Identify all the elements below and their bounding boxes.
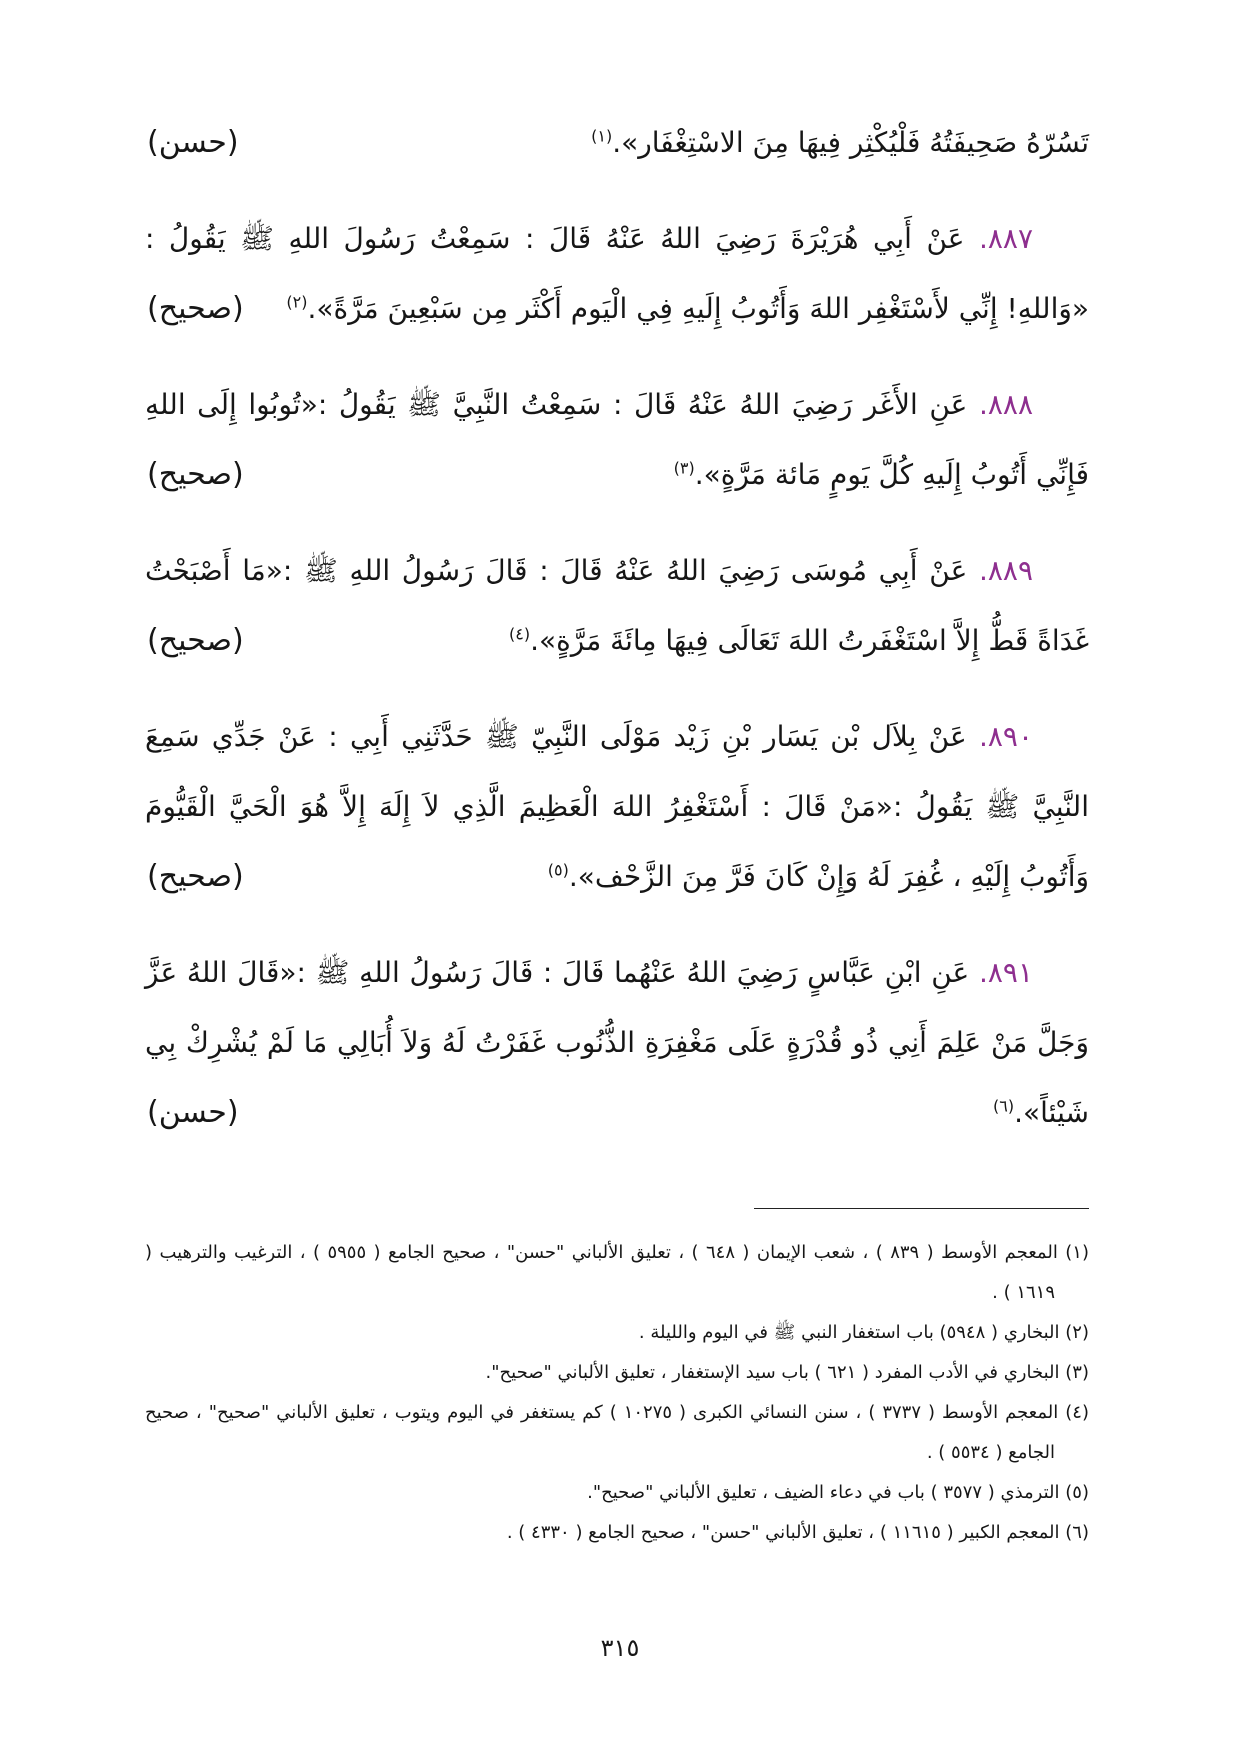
footnote-list [145,1233,1089,1553]
page-number: ٣١٥ [600,1634,640,1662]
footnote-ref: (٣) [673,458,695,478]
footnote-text: المعجم الكبير ( ١١٦١٥ ) ، تعليق الألباني "حسن" ، صحيح الجامع ( ٤٣٣٠ ) . [506,1522,1060,1543]
hadith-text: عَنْ أَبِي مُوسَى رَضِيَ اللهُ عَنْهُ قَالَ : قَالَ رَسُولُ اللهِ ﷺ :«مَا أَصْبَحْتُ غَدَاةً قَطُّ إِلاَّ اسْتَغْفَرتُ اللهَ تَعَالَى فِيهَا مِائَةَ مَرَّةٍ». [145,554,1089,657]
footnote-text: المعجم الأوسط ( ٣٧٣٧ ) ، سنن النسائي الكبرى ( ١٠٢٧٥ ) كم يستغفر في اليوم ويتوب ، تعليق الألباني "صحيح" ، صحيح الجامع ( ٥٥٣٤ ) . [145,1402,1059,1463]
hadith-890 [145,702,1089,912]
footnote-ref: (٢) [286,292,308,312]
hadith-number: ٨٩٠. [978,720,1033,753]
hadith-number: ٨٩١. [978,956,1033,989]
hadith-number: ٨٨٩. [978,554,1033,587]
hadith-number: ٨٨٨. [978,388,1034,421]
hadith-891 [145,938,1089,1148]
grade-label: (صحيح) [147,623,244,658]
continuation-paragraph [145,108,1089,178]
footnote-marker: (٣) [1065,1362,1089,1383]
hadith-889 [145,536,1089,676]
footnote-item [145,1353,1089,1393]
hadith-number: ٨٨٧. [978,222,1033,255]
page-body [145,108,1089,1553]
grade-label: (صحيح) [147,859,244,894]
footnote-marker: (٤) [1065,1402,1089,1423]
grade-label: (صحيح) [147,457,244,492]
grade-label: (حسن) [147,125,239,160]
footnote-ref: (١) [591,126,613,146]
hadith-887 [145,204,1089,344]
footnote-ref: (٥) [547,860,569,880]
footnote-text: المعجم الأوسط ( ٨٣٩ ) ، شعب الإيمان ( ٦٤٨ ) ، تعليق الألباني "حسن" ، صحيح الجامع ( ٥٩٥٥ ) ، الترغيب والترهيب ( ١٦١٩ ) . [145,1242,1058,1303]
footnote-marker: (٥) [1065,1482,1089,1503]
footnote-item [145,1233,1089,1313]
footnote-item [145,1513,1089,1553]
grade-label: (حسن) [147,1095,239,1130]
footnote-marker: (٦) [1065,1522,1089,1543]
hadith-text: عَنْ بِلاَل بْن يَسَار بْنِ زَيْد مَوْلَى النَّبِيّ ﷺ حَدَّثَنِي أَبِي : عَنْ جَدِّي سَمِعَ النَّبِيَّ ﷺ يَقُولُ :«مَنْ قَالَ : أَسْتَغْفِرُ اللهَ الْعَظِيمَ الَّذِي لاَ إِلَهَ إِلاَّ هُوَ الْحَيَّ الْقَيُّومَ وَأَتُوبُ إِلَيْهِ ، غُفِرَ لَهُ وَإِنْ كَانَ فَرَّ مِنَ الزَّحْف». [145,720,1089,893]
footnote-marker: (١) [1065,1242,1089,1263]
footnote-item [145,1393,1089,1473]
hadith-text: عَنْ أَبِي هُرَيْرَةَ رَضِيَ اللهُ عَنْهُ قَالَ : سَمِعْتُ رَسُولَ اللهِ ﷺ يَقُولُ : «وَاللهِ! إِنِّي لأَسْتَغْفِر اللهَ وَأَتُوبُ إِلَيهِ فِي الْيَوم أَكْثَر مِن سَبْعِينَ مَرَّةً». [145,222,1089,325]
footnote-ref: (٤) [508,624,531,644]
footnote-text: البخاري في الأدب المفرد ( ٦٢١ ) باب سيد الإستغفار ، تعليق الألباني "صحيح". [485,1362,1060,1383]
hadith-text: عَنِ ابْنِ عَبَّاسٍ رَضِيَ اللهُ عَنْهُما قَالَ : قَالَ رَسُولُ اللهِ ﷺ :«قَالَ اللهُ عَزَّ وَجَلَّ مَنْ عَلِمَ أَنِي ذُو قُدْرَةٍ عَلَى مَغْفِرَةِ الذُّنُوب غَفَرْتُ لَهُ وَلاَ أُبَالِي مَا لَمْ يُشْرِكْ بِي شَيْئاً». [145,956,1089,1129]
footnote-item [145,1313,1089,1353]
footnote-ref: (٦) [992,1096,1015,1116]
footnote-separator [754,1208,1089,1209]
footnote-text: الترمذي ( ٣٥٧٧ ) باب في دعاء الضيف ، تعليق الألباني "صحيح". [587,1482,1060,1503]
hadith-text: عَنِ الأَغَر رَضِيَ اللهُ عَنْهُ قَالَ : سَمِعْتُ النَّبِيَّ ﷺ يَقُولُ :«تُوبُوا إِلَى اللهِ فَإِنِّي أَتُوبُ إِلَيهِ كُلَّ يَومٍ مَائة مَرَّةٍ». [145,388,1089,491]
hadith-888 [145,370,1089,510]
footnote-marker: (٢) [1065,1322,1089,1343]
continuation-text: تَسُرّهُ صَحِيفَتُهُ فَلْيُكْثِر فِيهَا مِنَ الاسْتِغْفَار». [612,126,1089,159]
footnote-text: البخاري ( ٥٩٤٨) باب استغفار النبي ﷺ في اليوم والليلة . [638,1322,1060,1343]
footnote-item [145,1473,1089,1513]
grade-label: (صحيح) [147,291,244,326]
footnotes-section [145,1208,1089,1553]
